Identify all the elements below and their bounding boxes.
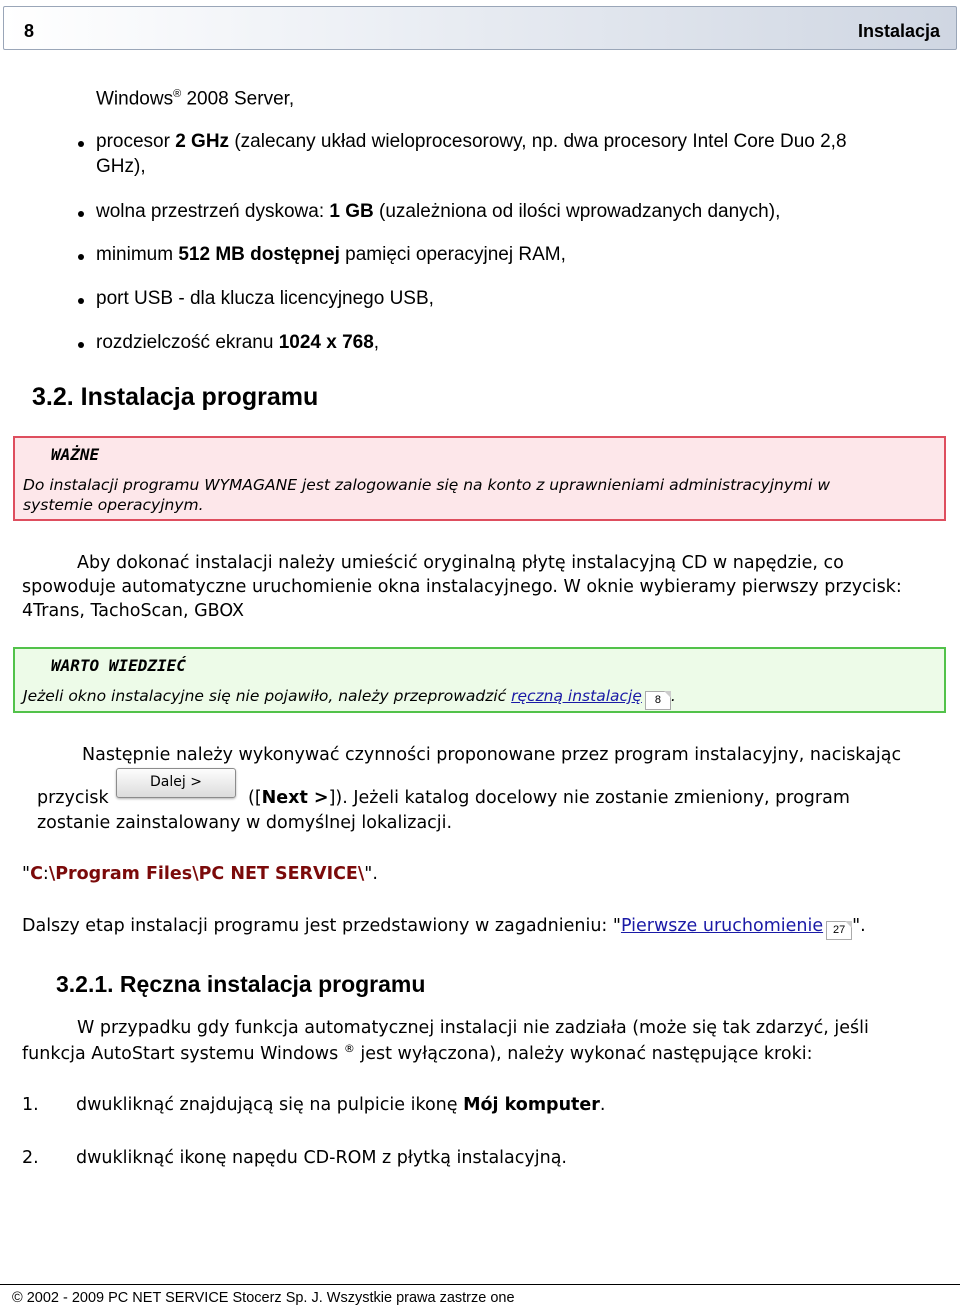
bullet	[78, 342, 84, 348]
important-note-line1: Do instalacji programu WYMAGANE jest zalogowanie się na konto z uprawnieniami administracyjnymi w	[23, 476, 831, 494]
manual-paragraph-line2: funkcja AutoStart systemu Windows ® jest wyłączona), należy wykonać następujące kroki:	[22, 1042, 813, 1064]
cd-paragraph-line2: spowoduje automatyczne uruchomienie okna instalacyjnego. W oknie wybieramy pierwszy przycisk:	[22, 577, 902, 597]
tip-note	[13, 647, 946, 713]
next-paragraph-przycisk: przycisk	[37, 788, 109, 808]
further-paragraph: Dalszy etap instalacji programu jest przedstawiony w zagadnieniu: "Pierwsze uruchomienie 27 ".	[22, 916, 866, 940]
req-cpu: procesor 2 GHz (zalecany układ wieloprocesorowy, np. dwa procesory Intel Core Duo 2,8	[96, 131, 847, 152]
tip-note-text: Jeżeli okno instalacyjne się nie pojawiło, należy przeprowadzić ręczną instalację 8 .	[23, 687, 676, 710]
tip-note-title: WARTO WIEDZIEĆ	[51, 656, 186, 675]
req-ram: minimum 512 MB dostępnej pamięci operacyjnej RAM,	[96, 244, 566, 265]
manual-install-link[interactable]: ręczną instalację	[511, 687, 642, 705]
bullet	[78, 254, 84, 260]
page-ref-icon[interactable]: 27	[826, 921, 852, 940]
step-2-number: 2.	[22, 1148, 39, 1168]
step-1-number: 1.	[22, 1095, 39, 1115]
cd-paragraph-line1: Aby dokonać instalacji należy umieścić oryginalną płytę instalacyjną CD w napędzie, co	[77, 553, 844, 573]
step-2-text: dwukliknąć ikonę napędu CD-ROM z płytką instalacyjną.	[76, 1148, 567, 1168]
first-run-link[interactable]: Pierwsze uruchomienie	[620, 916, 824, 936]
section-title: Instalacja	[857, 21, 940, 41]
bullet	[78, 141, 84, 147]
req-disk: wolna przestrzeń dyskowa: 1 GB (uzależniona od ilości wprowadzanych danych),	[96, 201, 781, 222]
req-usb: port USB - dla klucza licencyjnego USB,	[96, 288, 434, 309]
footer-divider	[0, 1284, 960, 1285]
req-os: Windows® 2008 Server,	[96, 88, 295, 110]
page-header	[3, 6, 957, 50]
bullet	[78, 211, 84, 217]
page-number: 8	[24, 21, 35, 41]
bullet	[78, 298, 84, 304]
cd-paragraph-line3: 4Trans, TachoScan, GBOX	[22, 601, 245, 621]
step-1-text: dwukliknąć znajdującą się na pulpicie ikonę Mój komputer.	[76, 1095, 606, 1115]
next-paragraph-line3: zostanie zainstalowany w domyślnej lokalizacji.	[37, 813, 453, 833]
important-note	[13, 436, 946, 521]
footer-copyright: © 2002 - 2009 PC NET SERVICE Stocerz Sp. J. Wszystkie prawa zastrze one	[12, 1290, 515, 1306]
next-paragraph-line1: Następnie należy wykonywać czynności proponowane przez program instalacyjny, naciskając	[82, 745, 902, 765]
manual-paragraph-line1: W przypadku gdy funkcja automatycznej instalacji nie zadziała (może się tak zdarzyć, jeśli	[77, 1018, 869, 1038]
page-ref-icon[interactable]: 8	[645, 691, 671, 710]
important-note-title: WAŻNE	[51, 445, 100, 464]
next-paragraph-line2: ([Next >]). Jeżeli katalog docelowy nie zostanie zmieniony, program	[248, 788, 850, 808]
install-path: "C:\Program Files\PC NET SERVICE\".	[22, 864, 378, 884]
heading-3-2: 3.2. Instalacja programu	[32, 383, 319, 411]
req-resolution: rozdzielczość ekranu 1024 x 768,	[96, 332, 380, 353]
req-cpu-cont: GHz),	[96, 156, 146, 177]
dalej-button[interactable]: Dalej >	[116, 768, 236, 798]
important-note-line2: systemie operacyjnym.	[23, 496, 204, 514]
heading-3-2-1: 3.2.1. Ręczna instalacja programu	[56, 971, 426, 997]
